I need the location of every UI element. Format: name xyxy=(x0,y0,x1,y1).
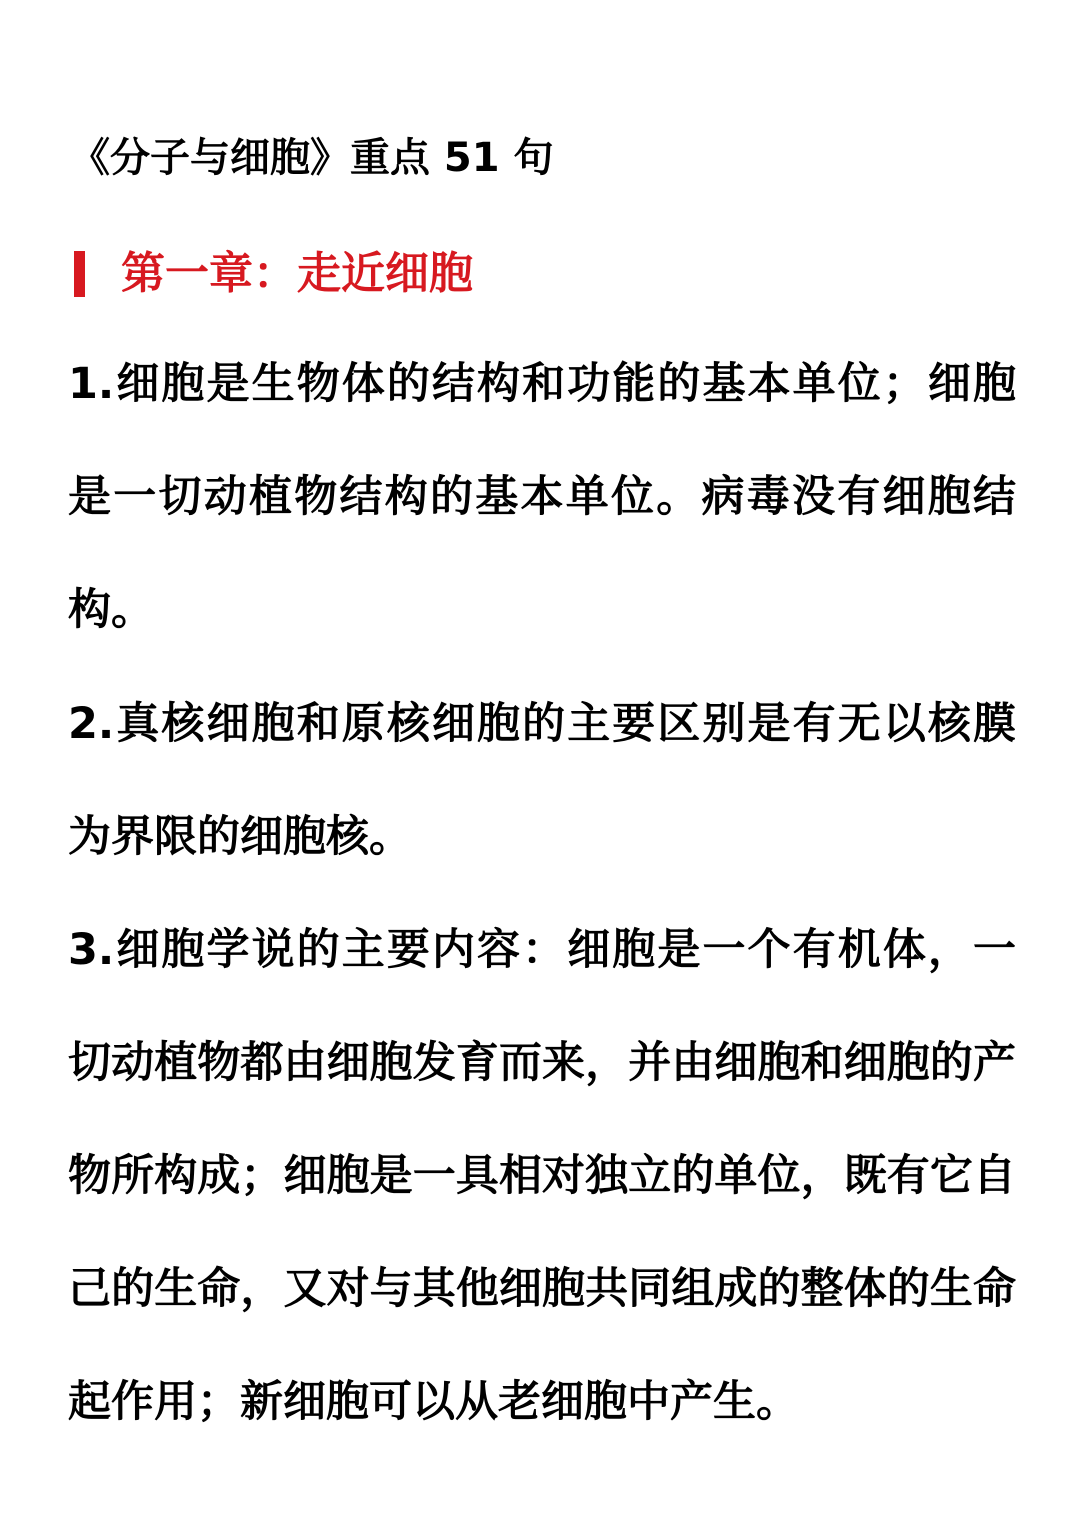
chapter-heading xyxy=(70,242,1010,306)
paragraph-3: 3.细胞学说的主要内容：细胞是一个有机体，一切动植物都由细胞发育而来，并由细胞和细胞的产物所构成；细胞是一具相对独立的单位，既有它自己的生命，又对与其他细胞共同组成的整体的生命起作用；新细胞可以从老细胞中产生。 xyxy=(68,925,1016,1427)
chapter-marker-bar xyxy=(74,251,85,297)
paragraph-1: 1.细胞是生物体的结构和功能的基本单位；细胞是一切动植物结构的基本单位。病毒没有细胞结构。 xyxy=(68,359,1016,635)
document-title: 《分子与细胞》重点 51 句 xyxy=(70,135,554,181)
paragraph-2: 2.真核细胞和原核细胞的主要区别是有无以核膜为界限的细胞核。 xyxy=(68,699,1016,862)
chapter-title: 第一章：走近细胞 xyxy=(121,248,473,299)
